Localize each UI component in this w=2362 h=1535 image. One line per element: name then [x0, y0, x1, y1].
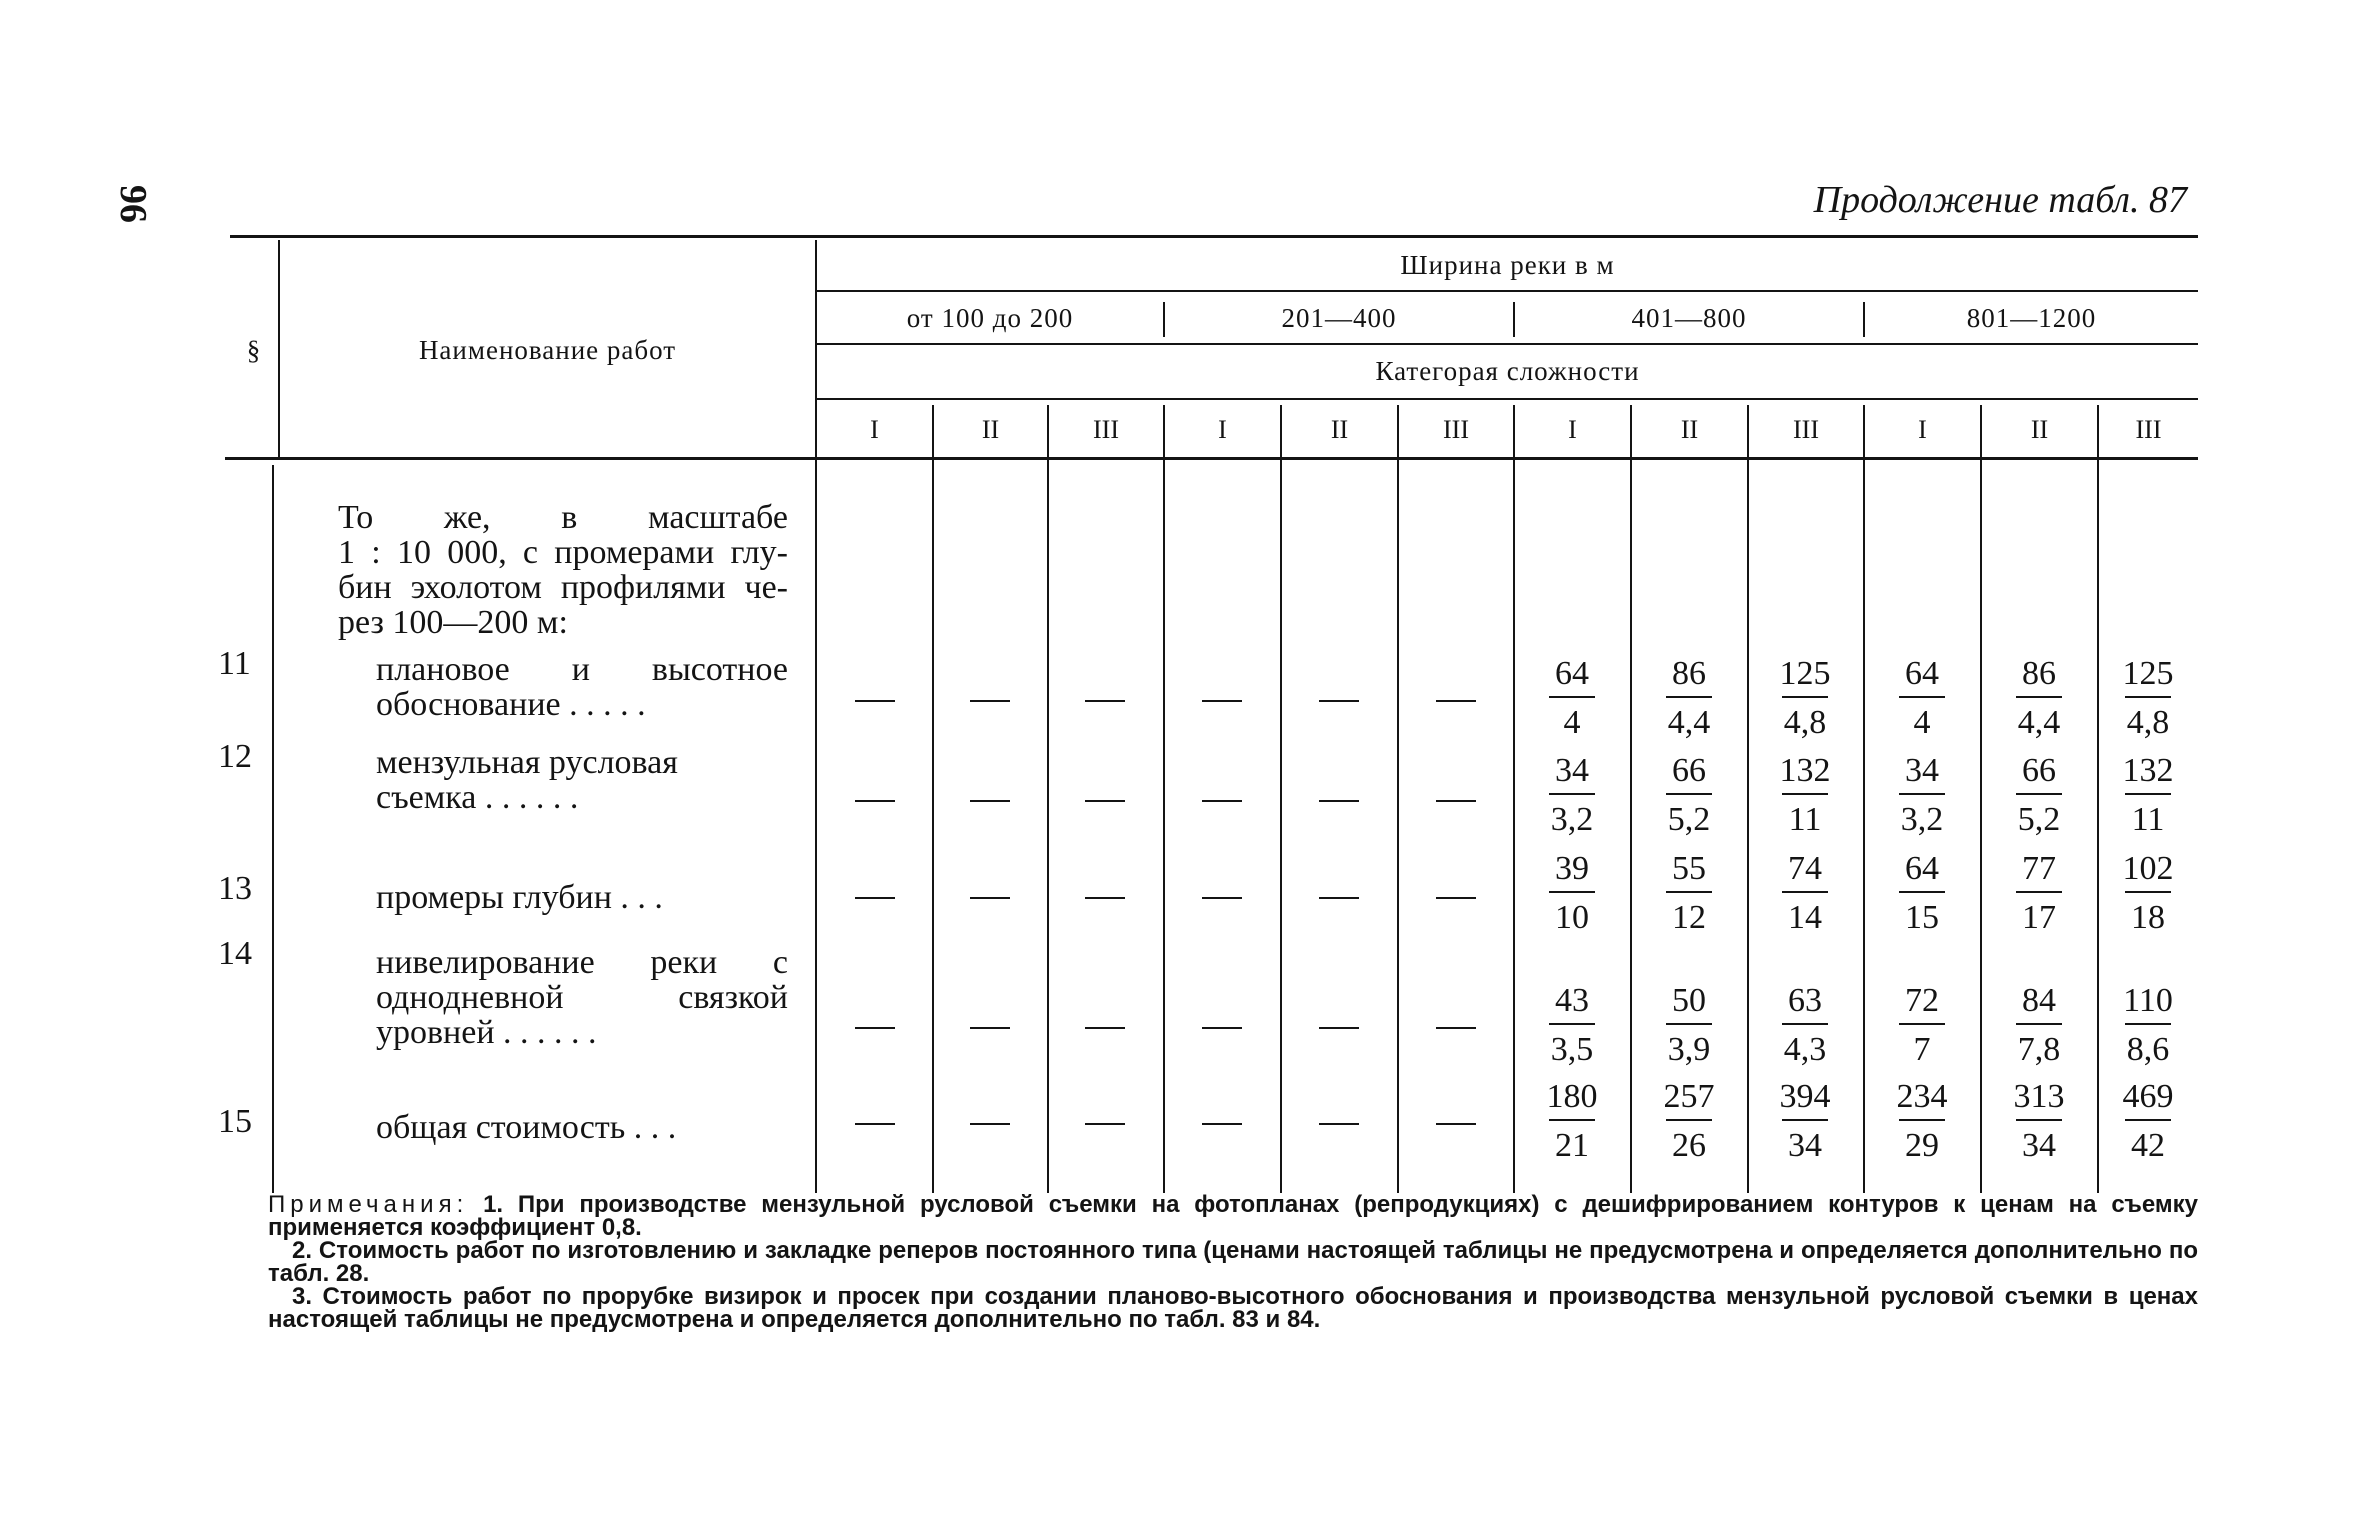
intro-line: рез 100—200 м: [338, 604, 568, 641]
empty-cell-dash [855, 1027, 895, 1029]
fraction-bar [1549, 1119, 1595, 1121]
empty-cell-dash [855, 1123, 895, 1125]
price-cell [1755, 752, 1855, 839]
cost-coefficient: 18 [2131, 899, 2165, 936]
work-name [376, 745, 788, 815]
price-cell [1755, 850, 1855, 937]
price-value: 234 [1896, 1078, 1948, 1115]
range-rule [817, 343, 2198, 345]
work-name [376, 945, 788, 1050]
category-label: II [2030, 415, 2049, 444]
empty-cell-dash [1085, 897, 1125, 899]
cost-coefficient: 26 [1672, 1127, 1706, 1164]
fraction-bar [2125, 1119, 2171, 1121]
price-value: 64 [1555, 655, 1589, 692]
cost-coefficient: 3,2 [1550, 801, 1594, 838]
category-label: III [1093, 415, 1119, 444]
price-cell [1872, 1078, 1972, 1165]
price-cell [1872, 655, 1972, 742]
price-value: 64 [1905, 655, 1939, 692]
intro-line: То же, в масштабе [338, 499, 788, 536]
width-range-header: 401—800 [1631, 302, 1747, 333]
work-name-line: промеры глубин . . . [376, 879, 663, 916]
work-name-line: съемка . . . . . . [376, 779, 579, 816]
cat-col-line [1863, 405, 1865, 1193]
cost-coefficient: 4,3 [1783, 1031, 1827, 1068]
cat-col-line [1980, 405, 1982, 1193]
cost-coefficient: 4,4 [2017, 704, 2061, 741]
cost-coefficient: 3,5 [1550, 1031, 1594, 1068]
fraction-bar [1782, 891, 1828, 893]
intro-line: 1 : 10 000, с промерами глу- [338, 534, 788, 571]
price-value: 469 [2122, 1078, 2174, 1115]
price-value: 66 [1672, 752, 1706, 789]
price-value: 34 [1555, 752, 1589, 789]
price-value: 394 [1779, 1078, 1831, 1115]
fraction-bar [1549, 1023, 1595, 1025]
price-value: 125 [1779, 655, 1831, 692]
category-label: III [1443, 415, 1469, 444]
price-cell [1639, 752, 1739, 839]
price-value: 86 [2022, 655, 2056, 692]
category-label: II [981, 415, 1000, 444]
empty-cell-dash [1202, 1027, 1242, 1029]
section-number: 14 [218, 935, 252, 972]
cat-col-line [1747, 405, 1749, 1193]
fraction-bar [2016, 1023, 2062, 1025]
empty-cell-dash [1202, 700, 1242, 702]
cost-coefficient: 4 [1563, 704, 1581, 741]
cat-col-line [1397, 405, 1399, 1193]
fraction-bar [1666, 696, 1712, 698]
cost-coefficient: 4,8 [1783, 704, 1827, 741]
fraction-bar [1782, 793, 1828, 795]
cost-coefficient: 11 [1788, 801, 1822, 838]
note-item [268, 1285, 2198, 1331]
fraction-bar [1549, 793, 1595, 795]
work-name-line: нивелирование реки с [376, 944, 788, 981]
category-label: III [2135, 415, 2162, 444]
price-cell [1639, 982, 1739, 1069]
price-cell [1755, 1078, 1855, 1165]
category-label: I [1918, 415, 1927, 444]
note-text: 2. Стоимость работ по изготовлению и закладке реперов постоянного типа (ценами настоящей таблицы не предусмотрена и определяется дополнительно по табл. 28. [268, 1237, 2198, 1287]
cost-coefficient: 29 [1905, 1127, 1939, 1164]
empty-cell-dash [970, 800, 1010, 802]
width-range-header: от 100 до 200 [906, 302, 1074, 333]
category-label: I [870, 415, 879, 444]
price-value: 39 [1555, 850, 1589, 887]
cost-coefficient: 15 [1905, 899, 1939, 936]
empty-cell-dash [855, 800, 895, 802]
section-number: 13 [218, 870, 252, 907]
running-head: Продолжение табл. 87 [1813, 179, 2187, 221]
price-cell [1522, 655, 1622, 742]
cost-coefficient: 7,8 [2017, 1031, 2061, 1068]
note-text: 1. При производстве мензульной русловой съемки на фотопланах (репродукциях) с дешифрированием контуров к ценам на съемку применяется коэффициент 0,8. [268, 1191, 2198, 1241]
cat-col-line [932, 405, 934, 1193]
fraction-bar [1899, 891, 1945, 893]
price-value: 132 [2122, 752, 2174, 789]
fraction-bar [2016, 696, 2062, 698]
empty-cell-dash [1319, 700, 1359, 702]
header-bottom-rule [225, 457, 2198, 460]
empty-cell-dash [1436, 897, 1476, 899]
price-value: 257 [1663, 1078, 1715, 1115]
price-value: 64 [1905, 850, 1939, 887]
empty-cell-dash [970, 1027, 1010, 1029]
price-cell [2098, 752, 2198, 839]
empty-cell-dash [970, 1123, 1010, 1125]
price-value: 110 [2123, 982, 2173, 1019]
fraction-bar [2016, 1119, 2062, 1121]
empty-cell-dash [855, 897, 895, 899]
price-value: 74 [1788, 850, 1822, 887]
note-item [268, 1193, 2198, 1239]
work-name [376, 652, 788, 722]
cost-coefficient: 4 [1913, 704, 1931, 741]
work-name-line: плановое и высотное [376, 651, 788, 688]
empty-cell-dash [1436, 1123, 1476, 1125]
work-name [376, 880, 788, 915]
cost-coefficient: 34 [2022, 1127, 2056, 1164]
section-number: 12 [218, 738, 252, 775]
name-header: Наименование работ [418, 334, 677, 365]
price-cell [1639, 850, 1739, 937]
cost-coefficient: 8,6 [2126, 1031, 2170, 1068]
cost-coefficient: 14 [1788, 899, 1822, 936]
empty-cell-dash [1319, 800, 1359, 802]
cost-coefficient: 3,9 [1667, 1031, 1711, 1068]
empty-cell-dash [1202, 800, 1242, 802]
work-name-line: мензульная русловая [376, 744, 678, 781]
price-value: 77 [2022, 850, 2056, 887]
price-value: 86 [1672, 655, 1706, 692]
empty-cell-dash [1085, 700, 1125, 702]
table-top-rule [230, 235, 2198, 238]
price-cell [1755, 982, 1855, 1069]
price-cell [1989, 655, 2089, 742]
empty-cell-dash [1436, 700, 1476, 702]
price-cell [2098, 982, 2198, 1069]
price-cell [1639, 655, 1739, 742]
work-name-line: однодневной связкой [376, 979, 788, 1016]
width-group-header: Ширина реки в м [1400, 249, 1615, 280]
fraction-bar [2016, 891, 2062, 893]
price-cell [1522, 982, 1622, 1069]
price-cell [1522, 752, 1622, 839]
section-number: 11 [218, 645, 251, 682]
empty-cell-dash [1436, 800, 1476, 802]
price-value: 102 [2122, 850, 2174, 887]
fraction-bar [1782, 1119, 1828, 1121]
price-cell [2098, 850, 2198, 937]
fraction-bar [2125, 793, 2171, 795]
fraction-bar [1549, 891, 1595, 893]
fraction-bar [1666, 793, 1712, 795]
notes-label: Примечания: [268, 1191, 469, 1218]
price-cell [1872, 982, 1972, 1069]
cost-coefficient: 42 [2131, 1127, 2165, 1164]
category-label: I [1568, 415, 1577, 444]
fraction-bar [2016, 793, 2062, 795]
work-name [376, 1110, 788, 1145]
cost-coefficient: 5,2 [1667, 801, 1711, 838]
empty-cell-dash [1436, 1027, 1476, 1029]
price-cell [1872, 752, 1972, 839]
cat-col-line [1163, 405, 1165, 1193]
category-rule [817, 398, 2198, 400]
empty-cell-dash [970, 897, 1010, 899]
price-value: 132 [1779, 752, 1831, 789]
cost-coefficient: 4,8 [2126, 704, 2170, 741]
cost-coefficient: 34 [1788, 1127, 1822, 1164]
category-label: II [1330, 415, 1349, 444]
work-group-intro [338, 500, 788, 640]
section-col-line-body [272, 465, 274, 1193]
width-range-header: 801—1200 [1966, 302, 2097, 333]
cost-coefficient: 10 [1555, 899, 1589, 936]
price-cell [1989, 1078, 2089, 1165]
work-name-line: уровней . . . . . . [376, 1014, 597, 1051]
fraction-bar [1666, 1119, 1712, 1121]
empty-cell-dash [970, 700, 1010, 702]
price-cell [1989, 982, 2089, 1069]
cost-coefficient: 12 [1672, 899, 1706, 936]
category-label: III [1793, 415, 1819, 444]
fraction-bar [1899, 1119, 1945, 1121]
empty-cell-dash [1085, 1027, 1125, 1029]
cost-coefficient: 11 [2131, 801, 2165, 838]
cost-coefficient: 4,4 [1667, 704, 1711, 741]
cost-coefficient: 3,2 [1900, 801, 1944, 838]
price-cell [2098, 1078, 2198, 1165]
section-number: 15 [218, 1103, 252, 1140]
cat-col-line [1630, 405, 1632, 1193]
fraction-bar [1899, 1023, 1945, 1025]
intro-line: бин эхолотом профилями че- [338, 569, 788, 606]
category-label: I [1218, 415, 1227, 444]
fraction-bar [1899, 793, 1945, 795]
price-value: 43 [1555, 982, 1589, 1019]
fraction-bar [1666, 891, 1712, 893]
empty-cell-dash [1085, 1123, 1125, 1125]
fraction-bar [2125, 696, 2171, 698]
work-name-line: обоснование . . . . . [376, 686, 646, 723]
cat-col-line [1047, 405, 1049, 1193]
page-number: 96 [112, 185, 154, 223]
empty-cell-dash [1319, 1027, 1359, 1029]
work-name-line: общая стоимость . . . [376, 1109, 677, 1146]
price-cell [2098, 655, 2198, 742]
price-value: 63 [1788, 982, 1822, 1019]
empty-cell-dash [1202, 897, 1242, 899]
empty-cell-dash [855, 700, 895, 702]
fraction-bar [2125, 1023, 2171, 1025]
price-value: 34 [1905, 752, 1939, 789]
category-header: Категорая сложности [1375, 355, 1640, 386]
note-item [268, 1239, 2198, 1285]
empty-cell-dash [1319, 897, 1359, 899]
price-value: 72 [1905, 982, 1939, 1019]
empty-cell-dash [1202, 1123, 1242, 1125]
empty-cell-dash [1319, 1123, 1359, 1125]
group-title-rule [817, 290, 2198, 292]
fraction-bar [1782, 1023, 1828, 1025]
price-value: 125 [2122, 655, 2174, 692]
note-text: 3. Стоимость работ по прорубке визирок и просек при создании планово-высотного обоснования и производства мензульной русловой съемки в ценах настоящей таблицы не предусмотрена и определяется дополнительно по табл. 83 и 84. [268, 1283, 2198, 1333]
cost-coefficient: 21 [1555, 1127, 1589, 1164]
price-value: 84 [2022, 982, 2056, 1019]
cost-coefficient: 5,2 [2017, 801, 2061, 838]
price-value: 50 [1672, 982, 1706, 1019]
category-label: II [1680, 415, 1699, 444]
price-cell [1639, 1078, 1739, 1165]
price-cell [1522, 1078, 1622, 1165]
price-cell [1755, 655, 1855, 742]
price-value: 313 [2013, 1078, 2065, 1115]
cost-coefficient: 17 [2022, 899, 2056, 936]
table-notes [268, 1193, 2198, 1331]
fraction-bar [2125, 891, 2171, 893]
fraction-bar [1549, 696, 1595, 698]
fraction-bar [1666, 1023, 1712, 1025]
cat-col-line [1513, 405, 1515, 1193]
price-cell [1872, 850, 1972, 937]
section-header: § [246, 334, 262, 365]
price-value: 66 [2022, 752, 2056, 789]
cost-coefficient: 7 [1913, 1031, 1931, 1068]
price-cell [1989, 752, 2089, 839]
price-value: 55 [1672, 850, 1706, 887]
price-cell [1522, 850, 1622, 937]
cat-col-line [1280, 405, 1282, 1193]
fraction-bar [1899, 696, 1945, 698]
empty-cell-dash [1085, 800, 1125, 802]
fraction-bar [1782, 696, 1828, 698]
price-value: 180 [1546, 1078, 1598, 1115]
price-cell [1989, 850, 2089, 937]
width-range-header: 201—400 [1281, 302, 1397, 333]
